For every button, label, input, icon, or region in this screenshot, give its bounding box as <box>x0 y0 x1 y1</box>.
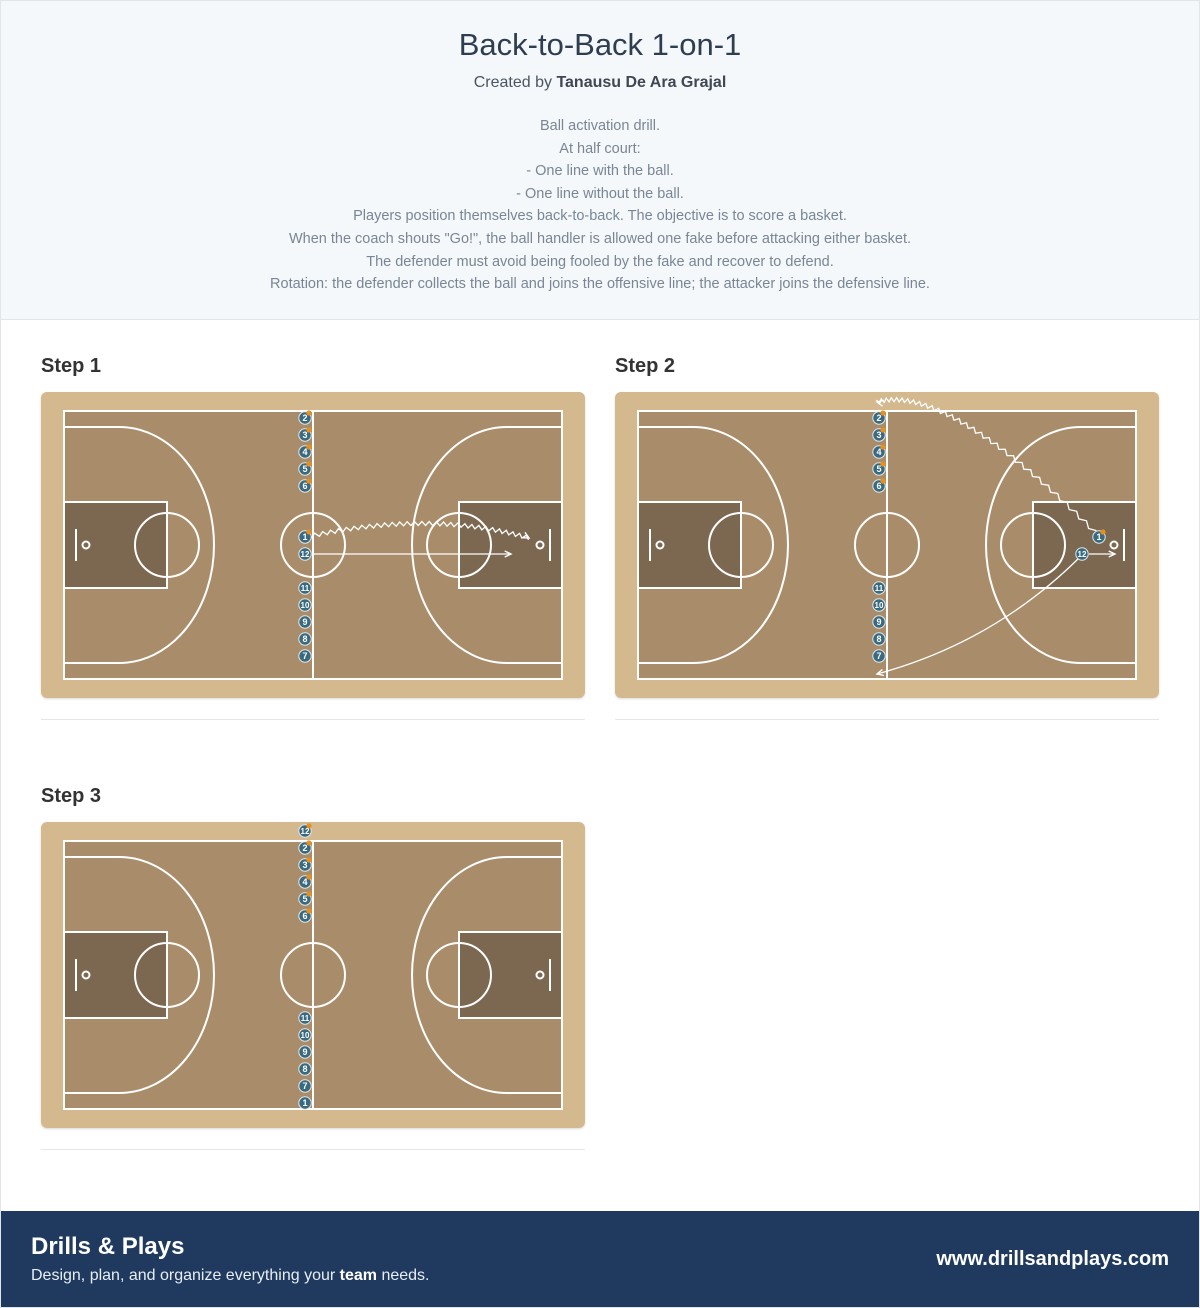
player-number: 8 <box>302 1064 308 1074</box>
player-marker <box>299 1012 311 1024</box>
player-number: 11 <box>300 584 310 593</box>
player-marker <box>299 1097 311 1109</box>
player-number: 10 <box>300 1031 310 1040</box>
footer-site-link[interactable]: www.drillsandplays.com <box>936 1248 1169 1270</box>
player-marker <box>299 1063 311 1075</box>
player-number: 12 <box>300 550 310 559</box>
player-number: 4 <box>302 447 308 457</box>
step-2 <box>615 352 1159 720</box>
step-3-court[interactable] <box>41 822 585 1128</box>
player-number: 7 <box>302 1081 308 1091</box>
right-paint <box>459 502 562 588</box>
player-number: 2 <box>876 413 882 423</box>
player-marker <box>299 548 311 560</box>
created-by-prefix: Created by <box>473 74 557 91</box>
step-1-heading: Step 1 <box>41 355 102 377</box>
description-line: Players position themselves back-to-back. The objective is to score a basket. <box>353 208 847 225</box>
player-number: 8 <box>302 634 308 644</box>
player-marker <box>299 582 311 594</box>
player-marker <box>873 582 885 594</box>
step-2-heading: Step 2 <box>615 355 676 377</box>
player-marker <box>299 616 311 628</box>
tagline-bold: team <box>339 1267 377 1284</box>
player-number: 8 <box>876 634 882 644</box>
player-number: 3 <box>876 430 882 440</box>
player-number: 11 <box>300 1014 310 1023</box>
player-number: 3 <box>302 860 308 870</box>
player-number: 7 <box>876 651 882 661</box>
player-number: 1 <box>302 1098 308 1108</box>
left-paint <box>64 932 167 1018</box>
player-number: 1 <box>1096 532 1102 542</box>
step-1-court[interactable] <box>41 392 585 698</box>
tagline-text: needs. <box>377 1267 430 1284</box>
player-number: 1 <box>302 532 308 542</box>
step-3 <box>41 782 585 1150</box>
player-marker <box>873 650 885 662</box>
author-name: Tanausu De Ara Grajal <box>556 74 727 91</box>
player-marker <box>873 616 885 628</box>
drill-header <box>1 1 1199 320</box>
drill-title: Back-to-Back 1-on-1 <box>458 27 742 62</box>
player-marker <box>299 633 311 645</box>
step-divider <box>41 1149 585 1150</box>
step-1 <box>41 352 585 720</box>
player-marker <box>299 650 311 662</box>
description-line: - One line with the ball. <box>526 163 674 180</box>
player-number: 2 <box>302 843 308 853</box>
description-line: At half court: <box>559 140 641 157</box>
step-3-heading: Step 3 <box>41 785 102 807</box>
footer <box>1 1211 1199 1307</box>
player-number: 5 <box>302 464 308 474</box>
player-number: 11 <box>874 584 884 593</box>
description-line: Rotation: the defender collects the ball and joins the offensive line; the attacker joins the defensive line. <box>270 276 930 293</box>
player-marker <box>299 1029 311 1041</box>
player-marker <box>1076 548 1088 560</box>
player-marker <box>873 633 885 645</box>
footer-tagline <box>31 1267 429 1285</box>
player-number: 3 <box>302 430 308 440</box>
player-number: 4 <box>302 877 308 887</box>
left-paint <box>638 502 741 588</box>
player-number: 6 <box>302 911 308 921</box>
player-number: 5 <box>876 464 882 474</box>
footer-brand: Drills & Plays <box>31 1233 185 1260</box>
player-number: 10 <box>300 601 310 610</box>
right-paint <box>1033 502 1136 588</box>
description-line: The defender must avoid being fooled by the fake and recover to defend. <box>366 253 834 270</box>
player-number: 12 <box>1077 550 1087 559</box>
player-marker <box>873 599 885 611</box>
step-2-court[interactable] <box>615 392 1159 698</box>
player-number: 10 <box>874 601 884 610</box>
player-number: 6 <box>302 481 308 491</box>
player-number: 9 <box>302 617 308 627</box>
player-number: 9 <box>876 617 882 627</box>
player-marker <box>299 1080 311 1092</box>
player-number: 6 <box>876 481 882 491</box>
player-number: 5 <box>302 894 308 904</box>
player-number: 2 <box>302 413 308 423</box>
description-line: Ball activation drill. <box>539 118 661 134</box>
player-number: 4 <box>876 447 882 457</box>
player-marker <box>299 599 311 611</box>
tagline-text: Design, plan, and organize everything your <box>31 1267 340 1284</box>
player-marker <box>299 1046 311 1058</box>
right-paint <box>459 932 562 1018</box>
player-number: 9 <box>302 1047 308 1057</box>
description-line: When the coach shouts "Go!", the ball handler is allowed one fake before attacking either basket. <box>288 230 912 247</box>
drill-creator <box>1 73 1199 93</box>
left-paint <box>64 502 167 588</box>
step-divider <box>41 719 585 720</box>
player-number: 7 <box>302 651 308 661</box>
players <box>299 410 312 662</box>
step-divider <box>615 719 1159 720</box>
player-number: 12 <box>300 827 310 836</box>
drill-description <box>1 115 1199 296</box>
description-line: - One line without the ball. <box>516 185 684 202</box>
